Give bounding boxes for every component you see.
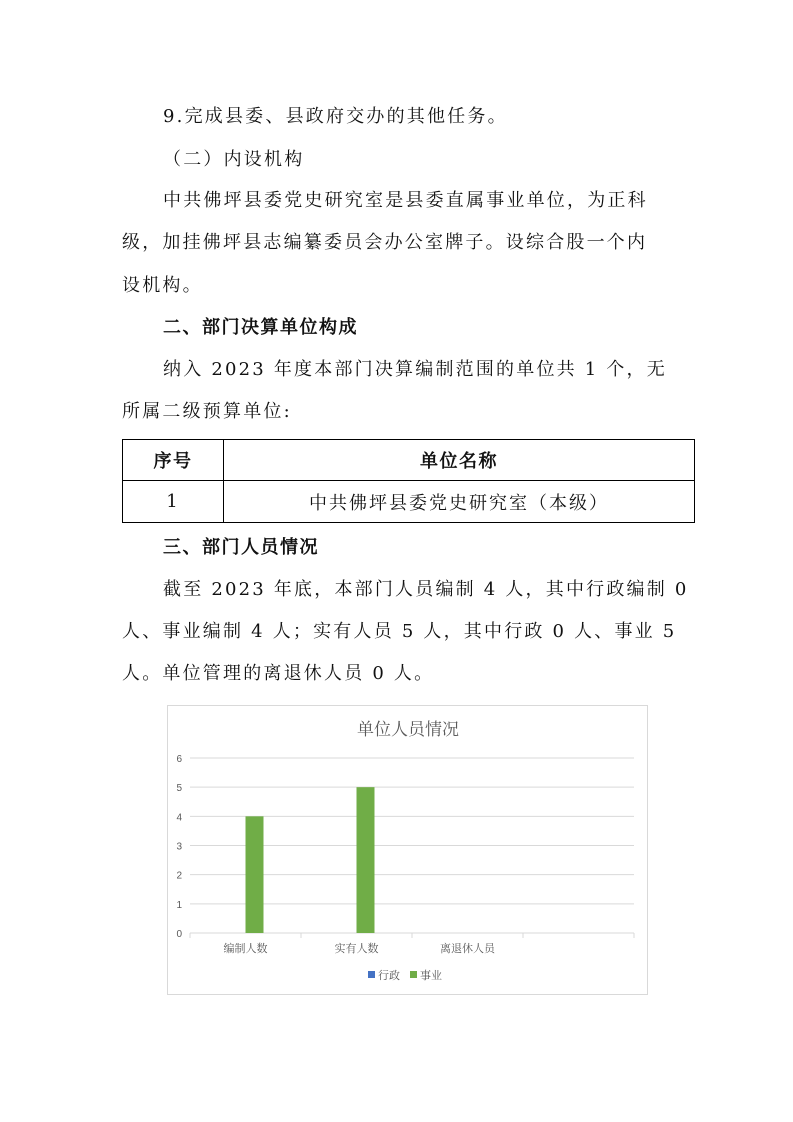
section-heading-internal-structure: （二）内设机构 [163, 149, 305, 170]
chart-canvas [168, 706, 649, 996]
header-index: 序号 [123, 440, 224, 481]
paragraph-personnel-line2: 人、事业编制 4 人；实有人员 5 人，其中行政 0 人、事业 5 [122, 621, 677, 642]
section-heading-units: 二、部门决算单位构成 [163, 317, 358, 338]
y-tick-label: 0 [176, 929, 182, 940]
legend-swatch-行政 [368, 971, 375, 978]
header-unit-name: 单位名称 [224, 440, 695, 481]
legend-swatch-事业 [410, 971, 417, 978]
bar-事业-实有人数 [357, 787, 375, 933]
section-heading-personnel: 三、部门人员情况 [163, 537, 319, 558]
paragraph-internal-line1: 中共佛坪县委党史研究室是县委直属事业单位，为正科 [163, 190, 648, 211]
legend-label-事业: 事业 [420, 970, 442, 982]
paragraph-internal-line2: 级，加挂佛坪县志编纂委员会办公室牌子。设综合股一个内 [122, 232, 648, 253]
personnel-chart [167, 705, 648, 995]
chart-title: 单位人员情况 [357, 720, 459, 739]
y-tick-label: 2 [176, 870, 182, 882]
y-tick-label: 4 [176, 812, 182, 824]
y-tick-label: 5 [176, 783, 182, 795]
y-tick-label: 3 [176, 841, 182, 853]
x-tick-label: 离退休人员 [440, 943, 495, 955]
legend-label-行政: 行政 [378, 970, 400, 982]
paragraph-internal-line3: 设机构。 [122, 275, 203, 296]
paragraph-personnel-line1: 截至 2023 年底，本部门人员编制 4 人，其中行政编制 0 [163, 579, 689, 600]
cell-index: 1 [123, 481, 224, 523]
paragraph-units-line2: 所属二级预算单位: [122, 401, 292, 422]
x-tick-label: 编制人数 [223, 943, 268, 955]
bar-事业-编制人数 [246, 816, 264, 933]
paragraph-task-9: 9.完成县委、县政府交办的其他任务。 [163, 106, 508, 127]
units-table [122, 439, 695, 523]
cell-unit-name: 中共佛坪县委党史研究室（本级） [224, 481, 695, 523]
x-tick-label: 实有人数 [334, 943, 379, 955]
paragraph-personnel-line3: 人。单位管理的离退休人员 0 人。 [122, 663, 435, 684]
y-tick-label: 1 [176, 899, 182, 911]
y-tick-label: 6 [176, 754, 182, 765]
table-header-row [123, 440, 695, 481]
paragraph-units-line1: 纳入 2023 年度本部门决算编制范围的单位共 1 个，无 [163, 359, 667, 380]
table-row [123, 481, 695, 523]
